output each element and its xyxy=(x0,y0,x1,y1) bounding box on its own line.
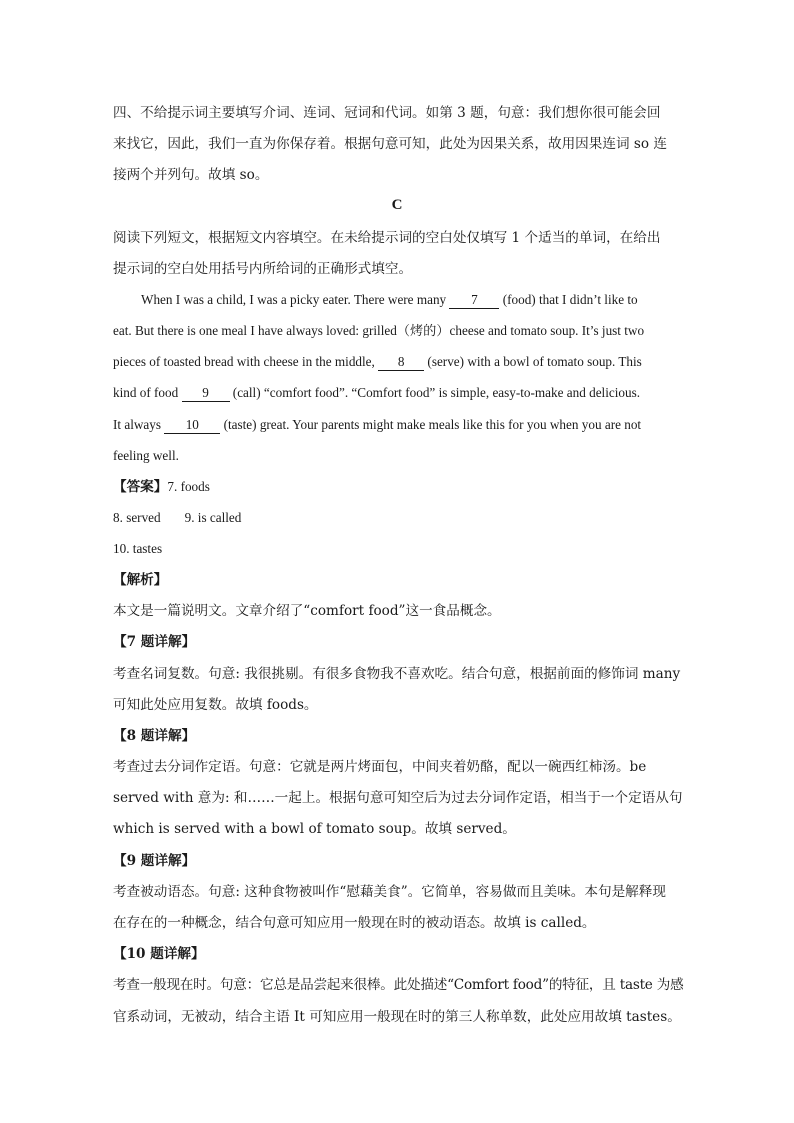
instruction-line-1: 阅读下列短文，根据短文内容填空。在未给提示词的空白处仅填写 1 个适当的单词，在给出 xyxy=(113,230,661,246)
section-title: C xyxy=(391,197,403,213)
answer-line-3: 10. tastes xyxy=(113,541,163,556)
q10-line-1: 考查一般现在时。句意：它总是品尝起来很棒。此处描述“Comfort food”的特征，且 taste 为感 xyxy=(113,977,684,993)
blank-8: 8 xyxy=(378,354,424,371)
instruction-line-2: 提示词的空白处用括号内所给词的正确形式填空。 xyxy=(113,261,413,277)
intro-line-1: 四、不给提示词主要填写介词、连词、冠词和代词。如第 3 题，句意：我们想你很可能会回 xyxy=(113,105,661,121)
passage-text: (call) “comfort food”. “Comfort food” is simple, easy-to-make and delicious. xyxy=(229,385,641,400)
intro-line-2: 来找它，因此，我们一直为你保存着。根据句意可知，此处为因果关系，故用因果连词 so 连 xyxy=(113,136,667,152)
blank-10: 10 xyxy=(164,417,220,434)
q9-line-2: 在存在的一种概念，结合句意可知应用一般现在时的被动语态。故填 is called。 xyxy=(113,915,596,931)
q10-line-2: 官系动词，无被动，结合主语 It 可知应用一般现在时的第三人称单数，此处应用故填 tastes。 xyxy=(113,1009,681,1025)
answer-line-2 xyxy=(113,508,241,528)
analysis-label: 【解析】 xyxy=(113,572,168,588)
analysis-summary: 本文是一篇说明文。文章介绍了“comfort food”这一食品概念。 xyxy=(113,603,501,619)
q7-label: 【7 题详解】 xyxy=(113,634,196,650)
passage-text: (serve) with a bowl of tomato soup. This xyxy=(424,354,642,369)
q8-line-2: served with 意为: 和……一起上。根据句意可知空后为过去分词作定语，相当于一个定语从句 xyxy=(113,790,683,806)
passage-line-1 xyxy=(141,290,638,310)
answer-9: 9. is called xyxy=(184,510,242,525)
q7-line-1: 考查名词复数。句意: 我很挑剔。有很多食物我不喜欢吃。结合句意，根据前面的修饰词 many xyxy=(113,666,681,682)
q10-label: 【10 题详解】 xyxy=(113,946,205,962)
blank-7: 7 xyxy=(449,292,499,309)
passage-text: When I was a child, I was a picky eater. There were many xyxy=(141,292,450,307)
passage-line-6: feeling well. xyxy=(113,448,179,463)
passage-line-4 xyxy=(113,383,640,403)
passage-line-3 xyxy=(113,352,642,372)
q8-line-1: 考查过去分词作定语。句意：它就是两片烤面包，中间夹着奶酪，配以一碗西红柿汤。be xyxy=(113,759,647,775)
q8-label: 【8 题详解】 xyxy=(113,728,196,744)
answer-7: 7. foods xyxy=(167,479,210,494)
q8-line-3: which is served with a bowl of tomato soup。故填 served。 xyxy=(113,821,516,837)
answer-8: 8. served xyxy=(113,510,161,525)
q9-line-1: 考查被动语态。句意: 这种食物被叫作“慰藉美食”。它简单，容易做而且美味。本句是解释现 xyxy=(113,884,666,900)
answer-line-1 xyxy=(113,477,210,497)
passage-text: (taste) great. Your parents might make meals like this for you when you are not xyxy=(220,417,642,432)
passage-line-2: eat. But there is one meal I have always loved: grilled（烤的）cheese and tomato soup. It’s just two xyxy=(113,323,645,338)
passage-text: It always xyxy=(113,417,165,432)
passage-line-5 xyxy=(113,415,641,435)
blank-9: 9 xyxy=(182,385,230,402)
passage-text: kind of food xyxy=(113,385,182,400)
intro-line-3: 接两个并列句。故填 so。 xyxy=(113,167,269,183)
passage-text: (food) that I didn’t like to xyxy=(499,292,638,307)
answer-label: 【答案】 xyxy=(113,479,168,495)
q9-label: 【9 题详解】 xyxy=(113,853,196,869)
q7-line-2: 可知此处应用复数。故填 foods。 xyxy=(113,697,318,713)
passage-text: pieces of toasted bread with cheese in the middle, xyxy=(113,354,379,369)
